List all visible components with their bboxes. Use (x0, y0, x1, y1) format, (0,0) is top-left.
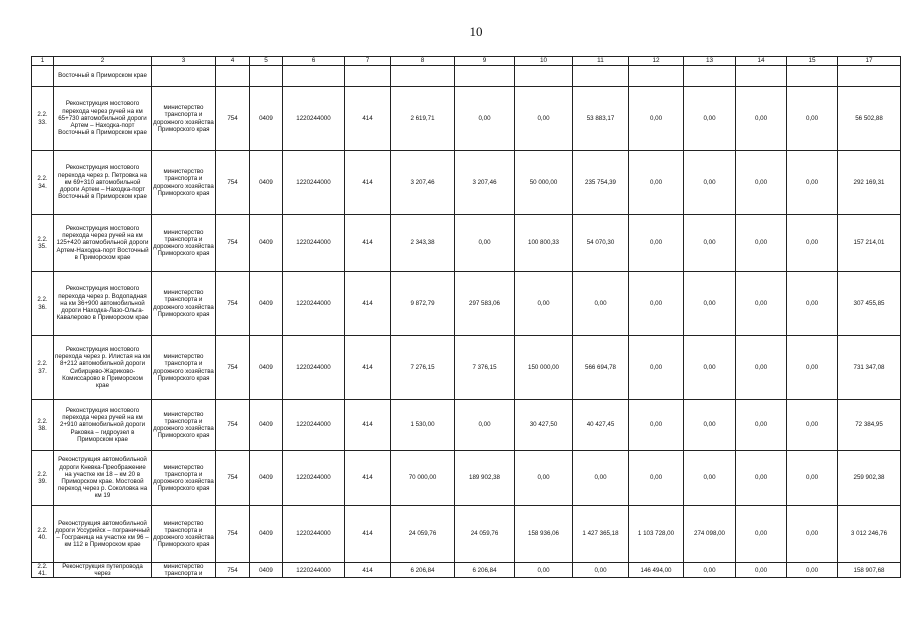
amount-cell: 3 207,46 (455, 151, 515, 215)
object-name-cell: Восточный в Приморском крае (54, 66, 152, 87)
amount-cell: 0,00 (455, 400, 515, 451)
amount-cell: 24 059,76 (455, 506, 515, 563)
target-article-cell: 1220244000 (283, 451, 345, 506)
amount-cell: 0,00 (629, 151, 684, 215)
section-code-cell: 0409 (250, 563, 283, 578)
object-name-cell: Реконструкция мостового перехода через р. Водопадная на км 36+900 автомобильной дороги Находка-Лазо-Ольга-Кавалерово в Приморском крае (54, 272, 152, 336)
total-amount-cell: 731 347,08 (838, 336, 901, 400)
amount-cell: 40 427,45 (573, 400, 629, 451)
organization-cell: министерство транспорта и дорожного хозяйства Приморского края (152, 400, 216, 451)
amount-cell: 0,00 (629, 400, 684, 451)
grbs-code-cell: 754 (216, 563, 250, 578)
amount-cell: 50 000,00 (515, 151, 573, 215)
object-name-cell: Реконструкция автомобильной дороги Уссурийск – пограничный – Госграница на участке км 96 – км 112 в Приморском крае (54, 506, 152, 563)
amount-cell: 3 207,46 (391, 151, 455, 215)
amount-cell: 0,00 (573, 451, 629, 506)
expense-type-cell: 414 (345, 151, 391, 215)
column-number-header: 4 (216, 57, 250, 66)
grbs-code-cell: 754 (216, 336, 250, 400)
amount-cell: 6 206,84 (455, 563, 515, 578)
target-article-cell: 1220244000 (283, 563, 345, 578)
section-code-cell (250, 66, 283, 87)
amount-cell: 0,00 (736, 215, 787, 272)
column-number-header: 7 (345, 57, 391, 66)
total-amount-cell: 72 384,95 (838, 400, 901, 451)
amount-cell: 0,00 (515, 272, 573, 336)
section-code-cell: 0409 (250, 215, 283, 272)
amount-cell: 150 000,00 (515, 336, 573, 400)
column-number-header: 17 (838, 57, 901, 66)
object-name-cell: Реконструкция мостового перехода через ручей на км 2+910 автомобильной дороги Раковка – гидроузел в Приморском крае (54, 400, 152, 451)
column-number-header: 1 (32, 57, 54, 66)
amount-cell: 0,00 (684, 87, 736, 151)
amount-cell: 9 872,79 (391, 272, 455, 336)
amount-cell: 54 070,30 (573, 215, 629, 272)
expense-type-cell: 414 (345, 451, 391, 506)
column-number-header: 2 (54, 57, 152, 66)
table-row (32, 66, 901, 87)
amount-cell: 158 936,06 (515, 506, 573, 563)
amount-cell: 0,00 (787, 151, 838, 215)
total-amount-cell: 158 907,68 (838, 563, 901, 578)
column-number-header: 8 (391, 57, 455, 66)
target-article-cell (283, 66, 345, 87)
section-code-cell: 0409 (250, 451, 283, 506)
amount-cell (573, 66, 629, 87)
table-row (32, 336, 901, 400)
expense-type-cell: 414 (345, 336, 391, 400)
total-amount-cell (838, 66, 901, 87)
amount-cell: 0,00 (787, 400, 838, 451)
section-code-cell: 0409 (250, 151, 283, 215)
amount-cell: 0,00 (684, 272, 736, 336)
organization-cell: министерство транспорта и дорожного хозяйства Приморского края (152, 506, 216, 563)
section-code-cell: 0409 (250, 336, 283, 400)
section-code-cell: 0409 (250, 87, 283, 151)
amount-cell: 0,00 (787, 451, 838, 506)
object-name-cell: Реконструкция путепровода через (54, 563, 152, 578)
table-row (32, 87, 901, 151)
amount-cell: 0,00 (455, 87, 515, 151)
total-amount-cell: 307 455,85 (838, 272, 901, 336)
amount-cell: 70 000,00 (391, 451, 455, 506)
expense-type-cell: 414 (345, 563, 391, 578)
amount-cell: 1 427 365,18 (573, 506, 629, 563)
amount-cell: 0,00 (736, 563, 787, 578)
amount-cell: 0,00 (736, 506, 787, 563)
amount-cell (787, 66, 838, 87)
amount-cell: 0,00 (629, 272, 684, 336)
table-row (32, 506, 901, 563)
row-index-cell: 2.2. 39. (32, 451, 54, 506)
page-number: 10 (469, 24, 483, 39)
target-article-cell: 1220244000 (283, 400, 345, 451)
row-index-cell (32, 66, 54, 87)
column-number-header: 6 (283, 57, 345, 66)
amount-cell: 0,00 (787, 215, 838, 272)
table-row (32, 400, 901, 451)
object-name-cell: Реконструкция мостового перехода через ручей на км 65+730 автомобильной дороги Артем – Находка-порт Восточный в Приморском крае (54, 87, 152, 151)
amount-cell: 0,00 (515, 87, 573, 151)
object-name-cell: Реконструкция автомобильной дороги Кневка-Преображение на участке км 18 – км 20 в Приморском крае. Мостовой переход через р. Соколовка на км 19 (54, 451, 152, 506)
table-row (32, 151, 901, 215)
amount-cell: 0,00 (573, 272, 629, 336)
amount-cell (684, 66, 736, 87)
amount-cell: 6 206,84 (391, 563, 455, 578)
amount-cell: 0,00 (787, 506, 838, 563)
section-code-cell: 0409 (250, 272, 283, 336)
amount-cell: 0,00 (515, 563, 573, 578)
target-article-cell: 1220244000 (283, 215, 345, 272)
table-row (32, 563, 901, 578)
amount-cell: 0,00 (684, 336, 736, 400)
column-number-row (32, 57, 901, 66)
amount-cell: 235 754,39 (573, 151, 629, 215)
object-name-cell: Реконструкция мостового перехода через ручей на км 125+420 автомобильной дороги Артем-Находка-порт Восточный в Приморском крае (54, 215, 152, 272)
amount-cell: 0,00 (736, 336, 787, 400)
total-amount-cell: 292 169,31 (838, 151, 901, 215)
amount-cell: 0,00 (736, 451, 787, 506)
amount-cell (391, 66, 455, 87)
expense-type-cell: 414 (345, 215, 391, 272)
amount-cell: 0,00 (787, 87, 838, 151)
target-article-cell: 1220244000 (283, 87, 345, 151)
total-amount-cell: 157 214,01 (838, 215, 901, 272)
object-name-cell: Реконструкция мостового перехода через р. Петровка на км 69+310 автомобильной дороги Артем – Находка-порт Восточный в Приморском крае (54, 151, 152, 215)
target-article-cell: 1220244000 (283, 151, 345, 215)
expense-type-cell: 414 (345, 87, 391, 151)
amount-cell: 0,00 (736, 400, 787, 451)
column-number-header: 9 (455, 57, 515, 66)
total-amount-cell: 259 902,38 (838, 451, 901, 506)
organization-cell: министерство транспорта и дорожного хозяйства Приморского края (152, 87, 216, 151)
row-index-cell: 2.2. 34. (32, 151, 54, 215)
amount-cell: 0,00 (684, 151, 736, 215)
amount-cell (455, 66, 515, 87)
amount-cell: 0,00 (736, 87, 787, 151)
column-number-header: 15 (787, 57, 838, 66)
column-number-header: 14 (736, 57, 787, 66)
column-number-header: 13 (684, 57, 736, 66)
target-article-cell: 1220244000 (283, 506, 345, 563)
amount-cell: 0,00 (629, 87, 684, 151)
column-number-header: 3 (152, 57, 216, 66)
column-number-header: 12 (629, 57, 684, 66)
row-index-cell: 2.2. 40. (32, 506, 54, 563)
expense-type-cell: 414 (345, 506, 391, 563)
amount-cell: 0,00 (787, 272, 838, 336)
organization-cell: министерство транспорта и дорожного хозяйства Приморского края (152, 336, 216, 400)
row-index-cell: 2.2. 38. (32, 400, 54, 451)
amount-cell (629, 66, 684, 87)
amount-cell: 0,00 (684, 563, 736, 578)
table-row (32, 451, 901, 506)
grbs-code-cell: 754 (216, 87, 250, 151)
column-number-header: 11 (573, 57, 629, 66)
amount-cell: 0,00 (455, 215, 515, 272)
target-article-cell: 1220244000 (283, 272, 345, 336)
amount-cell: 0,00 (629, 336, 684, 400)
amount-cell: 100 800,33 (515, 215, 573, 272)
organization-cell: министерство транспорта и (152, 563, 216, 578)
amount-cell: 1 530,00 (391, 400, 455, 451)
amount-cell: 189 902,38 (455, 451, 515, 506)
organization-cell (152, 66, 216, 87)
organization-cell: министерство транспорта и дорожного хозяйства Приморского края (152, 451, 216, 506)
grbs-code-cell: 754 (216, 400, 250, 451)
amount-cell: 0,00 (787, 336, 838, 400)
grbs-code-cell (216, 66, 250, 87)
amount-cell: 7 376,15 (455, 336, 515, 400)
amount-cell: 0,00 (736, 151, 787, 215)
organization-cell: министерство транспорта и дорожного хозяйства Приморского края (152, 215, 216, 272)
row-index-cell: 2.2. 33. (32, 87, 54, 151)
grbs-code-cell: 754 (216, 151, 250, 215)
amount-cell: 0,00 (629, 215, 684, 272)
amount-cell: 30 427,50 (515, 400, 573, 451)
row-index-cell: 2.2. 35. (32, 215, 54, 272)
amount-cell: 2 343,38 (391, 215, 455, 272)
grbs-code-cell: 754 (216, 215, 250, 272)
column-number-header: 10 (515, 57, 573, 66)
amount-cell: 1 103 728,00 (629, 506, 684, 563)
amount-cell: 24 059,76 (391, 506, 455, 563)
row-index-cell: 2.2. 36. (32, 272, 54, 336)
amount-cell: 0,00 (787, 563, 838, 578)
row-index-cell: 2.2. 37. (32, 336, 54, 400)
amount-cell: 566 694,78 (573, 336, 629, 400)
amount-cell: 146 494,00 (629, 563, 684, 578)
amount-cell: 0,00 (629, 451, 684, 506)
organization-cell: министерство транспорта и дорожного хозяйства Приморского края (152, 151, 216, 215)
amount-cell: 0,00 (573, 563, 629, 578)
expense-type-cell: 414 (345, 400, 391, 451)
total-amount-cell: 3 012 246,76 (838, 506, 901, 563)
amount-cell: 0,00 (684, 451, 736, 506)
expense-type-cell: 414 (345, 272, 391, 336)
budget-table (31, 56, 901, 578)
grbs-code-cell: 754 (216, 451, 250, 506)
section-code-cell: 0409 (250, 400, 283, 451)
grbs-code-cell: 754 (216, 272, 250, 336)
grbs-code-cell: 754 (216, 506, 250, 563)
amount-cell (515, 66, 573, 87)
section-code-cell: 0409 (250, 506, 283, 563)
object-name-cell: Реконструкция мостового перехода через р. Илистая на км 8+212 автомобильной дороги Сибирцево-Жариково-Комиссарово в Приморском крае (54, 336, 152, 400)
amount-cell: 297 583,06 (455, 272, 515, 336)
target-article-cell: 1220244000 (283, 336, 345, 400)
amount-cell: 274 098,00 (684, 506, 736, 563)
amount-cell (736, 66, 787, 87)
amount-cell: 0,00 (684, 400, 736, 451)
amount-cell: 53 883,17 (573, 87, 629, 151)
table-row (32, 215, 901, 272)
amount-cell: 0,00 (684, 215, 736, 272)
expense-type-cell (345, 66, 391, 87)
amount-cell: 0,00 (515, 451, 573, 506)
organization-cell: министерство транспорта и дорожного хозяйства Приморского края (152, 272, 216, 336)
amount-cell: 2 619,71 (391, 87, 455, 151)
column-number-header: 5 (250, 57, 283, 66)
amount-cell: 7 276,15 (391, 336, 455, 400)
row-index-cell: 2.2. 41. (32, 563, 54, 578)
amount-cell: 0,00 (736, 272, 787, 336)
total-amount-cell: 56 502,88 (838, 87, 901, 151)
table-row (32, 272, 901, 336)
